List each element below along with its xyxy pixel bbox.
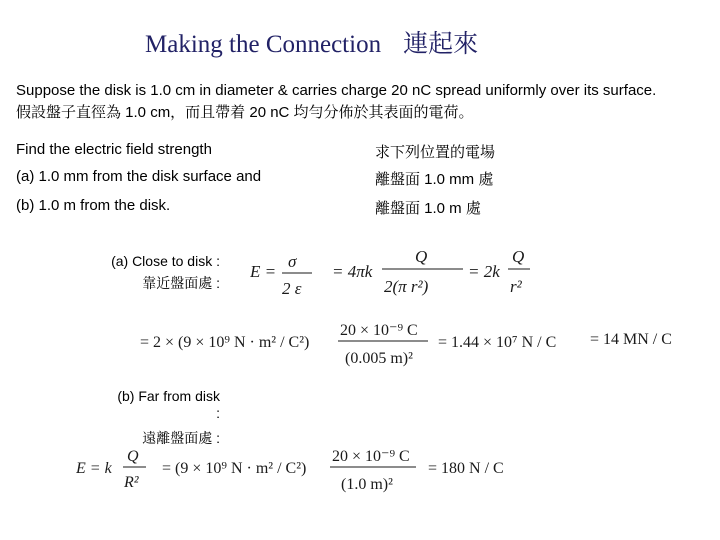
part-b-label-en: (b) Far from disk — [117, 388, 220, 404]
eq-b-R2: R² — [124, 474, 139, 491]
eq-a-r2: r² — [510, 277, 522, 296]
eq-a2-mid: = 1.44 × 10⁷ N / C — [438, 334, 557, 351]
problem-en: Suppose the disk is 1.0 cm in diameter & carries charge 20 nC spread uniformly over its surface. — [16, 82, 657, 99]
part-b-label-colon: : — [216, 405, 220, 421]
eq-a2-num: 20 × 10⁻⁹ C — [340, 322, 418, 339]
find-b-zh: 離盤面 1.0 m 處 — [375, 200, 481, 217]
eq-a-2k: = 2k — [468, 262, 500, 281]
eq-a-Q: Q — [415, 247, 428, 266]
eq-b-den: (1.0 m)² — [341, 476, 393, 493]
find-a-zh: 離盤面 1.0 mm 處 — [375, 171, 494, 188]
find-zh: 求下列位置的電場 — [375, 144, 496, 161]
eq-a-den2: 2(π r²) — [384, 277, 429, 296]
eq-a2-result: = 14 MN / C — [590, 331, 672, 348]
part-b-formula — [76, 440, 536, 500]
part-a-calculation — [140, 313, 700, 373]
part-a-label-zh: 靠近盤面處 : — [142, 275, 220, 291]
part-a-label-en: (a) Close to disk : — [111, 253, 220, 269]
eq-b-mid: = (9 × 10⁹ N · m² / C²) — [162, 460, 307, 477]
eq-b-num: 20 × 10⁻⁹ C — [332, 448, 410, 465]
eq-a-Q2: Q — [512, 247, 525, 266]
eq-a2-den: (0.005 m)² — [345, 350, 413, 367]
eq-a-sigma: σ — [288, 252, 297, 271]
find-en: Find the electric field strength — [16, 141, 212, 158]
eq-b-result: = 180 N / C — [428, 460, 504, 477]
slide-title — [145, 24, 478, 60]
eq-b-lhs: E = k — [76, 460, 112, 477]
part-a-formula — [250, 240, 550, 305]
eq-a-den: 2 ε — [282, 279, 302, 298]
eq-a-4pik: = 4πk — [332, 262, 373, 281]
part-b-label-zh: 遠離盤面處 : — [142, 430, 220, 446]
find-a-en: (a) 1.0 mm from the disk surface and — [16, 168, 262, 185]
title-zh: 連起來 — [403, 31, 479, 58]
problem-zh: 假設盤子直徑為 1.0 cm，而且帶着 20 nC 均勻分佈於其表面的電荷。 — [16, 104, 474, 121]
find-b-en: (b) 1.0 m from the disk. — [16, 197, 171, 214]
title-en: Making the Connection — [145, 31, 382, 58]
eq-a-E: E = — [250, 262, 277, 281]
eq-a2-lhs: = 2 × (9 × 10⁹ N · m² / C²) — [140, 334, 310, 351]
eq-b-Q: Q — [127, 448, 139, 465]
